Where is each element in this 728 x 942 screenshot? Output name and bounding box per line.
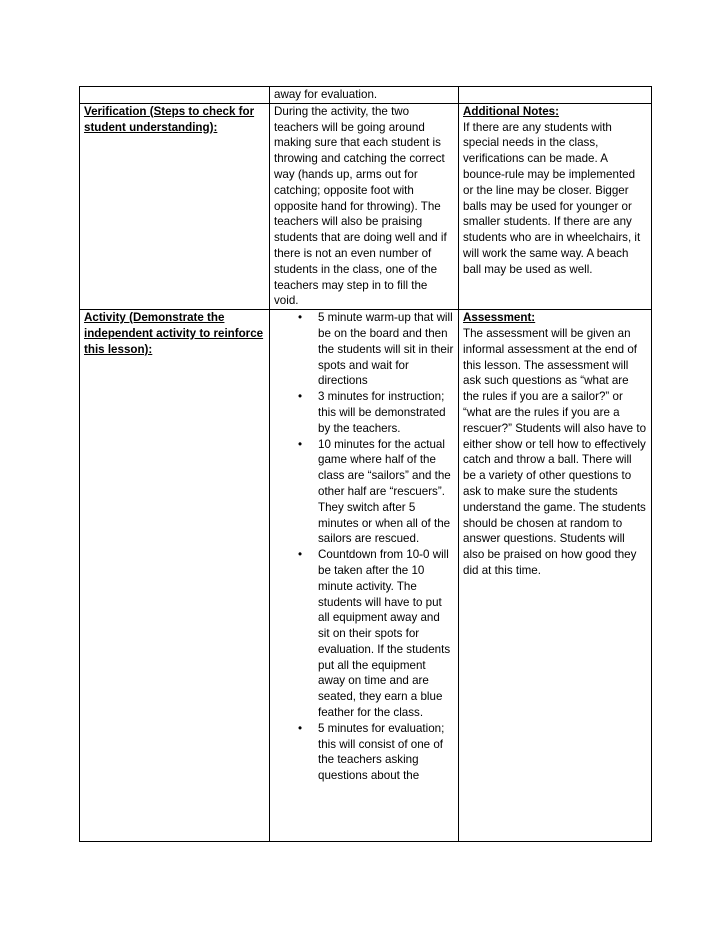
verification-row <box>80 103 652 309</box>
continuation-text-cell <box>270 87 459 104</box>
additional-notes-cell <box>459 103 652 309</box>
verification-body-cell <box>270 103 459 309</box>
assessment-body: The assessment will be given an informal assessment at the end of this lesson. The assessment will ask such questions as “what are the rules if you are a sailor?” or “what are the rules if you are a rescuer?” Students will also have to either show or tell how to effectively catch and throw a ball. There will be a variety of other questions to ask to make sure the students understand the game. The students should be chosen at random to answer questions. Students will also be praised on how good they did at this time. <box>463 326 647 577</box>
verification-label: Verification (Steps to check for student understanding): <box>84 104 255 134</box>
activity-item: • 5 minute warm-up that will be on the board and then the students will sit in their spots and wait for directions <box>318 310 454 389</box>
additional-notes-body: If there are any students with special needs in the class, verifications can be made. A bounce-rule may be implemented or the line may be closer. Bigger balls may be used for younger or smaller students. If there are any students who are in wheelchairs, it will work the same way. A beach ball may be used as well. <box>463 120 641 276</box>
verification-label-cell <box>80 103 270 309</box>
activity-list <box>274 310 454 784</box>
activity-label: Activity (Demonstrate the independent activity to reinforce this lesson): <box>84 311 264 356</box>
activity-label-cell <box>80 310 270 842</box>
continuation-notes-cell <box>459 87 652 104</box>
activity-item: • 3 minutes for instruction; this will be demonstrated by the teachers. <box>318 389 454 436</box>
activity-row <box>80 310 652 842</box>
activity-item: • 5 minutes for evaluation; this will consist of one of the teachers asking questions about the <box>318 721 454 784</box>
additional-notes-heading: Additional Notes: <box>463 104 559 118</box>
verification-body: During the activity, the two teachers will be going around making sure that each student is throwing and catching the correct way (hands up, arms out for catching; opposite foot with opposite hand for throwing). The teachers will also be praising students that are doing well and if there is not an even number of students in the class, one of the teachers may step in to fill the void. <box>274 104 447 308</box>
continuation-label-cell <box>80 87 270 104</box>
assessment-cell <box>459 310 652 842</box>
activity-item: • 10 minutes for the actual game where half of the class are “sailors” and the other half are “rescuers”. They switch after 5 minutes or when all of the sailors are rescued. <box>318 437 454 548</box>
lesson-plan-table <box>79 86 652 842</box>
continuation-row <box>80 87 652 104</box>
continuation-text: away for evaluation. <box>274 88 378 101</box>
activity-item: • Countdown from 10-0 will be taken after the 10 minute activity. The students will have to put all equipment away and sit on their spots for evaluation. If the students put all the equipment away on time and are seated, they earn a blue feather for the class. <box>318 547 454 721</box>
assessment-heading: Assessment: <box>463 311 536 325</box>
activity-list-cell <box>270 310 459 842</box>
